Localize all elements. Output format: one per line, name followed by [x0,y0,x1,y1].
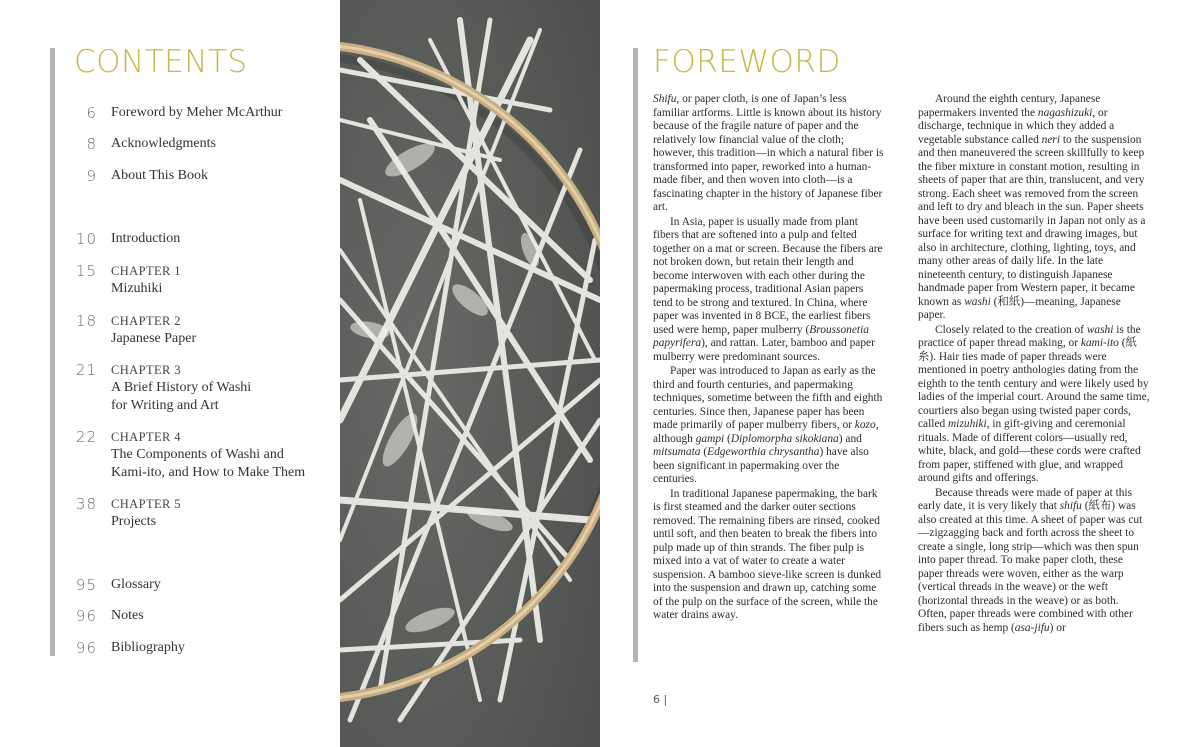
toc-label: Foreword by Meher McArthur [111,105,283,120]
foreword-paragraph: Because threads were made of paper at this early date, it is very likely that shifu (紙布) was also created at this time. A sheet of paper was cut—zigzagging back and forth across the sheet to create a single, long strip—which was then spun into paper thread. To make paper cloth, these paper threads were woven, either as the warp (vertical threads in the weave) or the weft (horizontal threads in the weave) or as both. Often, paper threads were combined with other fibers such as hemp (asa-jifu) or [918,486,1143,634]
toc-chapter-title: Projects [111,514,157,529]
toc-chapter-title: A Brief History of Washi [111,380,252,395]
toc-chapter-label: CHAPTER 3 [111,363,181,377]
toc-page-number: 18 [75,312,97,330]
toc-chapter [111,495,181,531]
toc-label: Notes [111,608,144,623]
toc-page-number: 10 [75,230,97,248]
toc-chapter [111,361,251,415]
foreword-paragraph: In traditional Japanese papermaking, the bark is first steamed and the darker outer sections removed. The remaining fibers are rinsed, cooked until soft, and then beaten to break the fibers into pulp made up of thin strands. The fiber pulp is mixed into a vat of water to create a water suspension. A bamboo sieve-like screen is dunked into the suspension and drawn up, catching some of the pulp on the surface of the screen, while the water drains away. [653,487,882,621]
toc-page-number: 95 [75,576,97,594]
foreword-page [600,0,1200,747]
toc-page-number: 96 [75,639,97,657]
toc-label: Acknowledgments [111,136,216,151]
toc-chapter-title: The Components of Washi and [111,447,284,462]
toc-label: Introduction [111,231,181,246]
foreword-vertical-rule [633,48,638,662]
foreword-title: FOREWORD [653,44,841,80]
toc-page-number: 15 [75,262,97,280]
photo-illustration [340,0,600,747]
foreword-paragraph: Paper was introduced to Japan as early as the third and fourth centuries, and papermaking techniques, sometime between the fifth and eighth centuries. Since then, Japanese paper has been made primarily of paper mulberry fibers, or kozo, although gampi (Diplomorpha sikokiana) and mitsumata (Edgeworthia chrysantha) have also been significant in papermaking over the centuries. [653,365,883,485]
foreword-column-1 [653,93,885,624]
toc-chapter-label: CHAPTER 2 [111,314,181,328]
toc-page-number: 22 [75,428,97,446]
toc-chapter-title: Kami-ito, and How to Make Them [111,465,306,480]
toc-chapter [111,262,181,298]
toc-chapter-label: CHAPTER 4 [111,430,181,444]
toc-chapter-label: CHAPTER 5 [111,497,181,511]
toc-chapter-title: for Writing and Art [111,398,219,413]
foreword-paragraph: Shifu, or paper cloth, is one of Japan’s less familiar artforms. Little is known about its history because of the fragile nature of paper and the relatively low financial value of the cloth; however, this tradition—in which a natural fiber is transformed into paper, reworked into a human-made fiber, and then woven into cloth—is a fascinating chapter in the history of Japanese fiber art. [653,93,884,213]
toc-label: About This Book [111,168,208,183]
toc-page-number: 9 [86,167,97,185]
toc-chapter [111,428,305,482]
toc-page-number: 21 [75,361,97,379]
page-folio: 6 | [653,693,668,706]
contents-vertical-rule [50,48,55,656]
foreword-paragraph: In Asia, paper is usually made from plant fibers that are softened into a pulp and felted together on a mat or screen. Because the fibers are not broken down, but retain their length and become interwoven with each other during the papermaking process, traditional Asian papers tend to be strong and textured. In China, where paper was invented in 8 BCE, the earliest fibers used were hemp, paper mulberry (Broussonetia papyrifera), and rattan. Later, bamboo and paper mulberry were predominant sources. [653,215,883,363]
toc-page-number: 8 [86,135,97,153]
foreword-paragraph: Around the eighth century, Japanese papermakers invented the nagashizuki, or discharge, technique in which they added a vegetable substance called neri to the suspension and then maneuvered the screen skillfully to keep the fiber mixture in constant motion, resulting in sheets of paper that are thin, translucent, and very strong. Each sheet was removed from the screen and left to dry and bleach in the sun. Paper sheets have been used customarily in Japan not only as a surface for writing text and drawing images, but also in architecture, clothing, lighting, toys, and many other areas of daily life. In the late nineteenth century, to distinguish Japanese handmade paper from Western paper, it became known as washi (和紙)—meaning, Japanese paper. [918,93,1146,321]
contents-page [0,0,340,747]
toc-chapter [111,312,196,348]
foreword-column-2 [918,93,1150,636]
toc-chapter-title: Japanese Paper [111,331,197,346]
toc-chapter-title: Mizuhiki [111,281,163,296]
contents-title: CONTENTS [74,44,248,80]
toc-label: Glossary [111,577,161,592]
toc-page-number: 6 [86,104,97,122]
toc-page-number: 38 [75,495,97,513]
toc-label: Bibliography [111,640,185,655]
toc-page-number: 96 [75,607,97,625]
foreword-paragraph: Closely related to the creation of washi is the practice of paper thread making, or kami-ito (紙糸). Hair ties made of paper threads were mentioned in poetry anthologies dating from the eighth to the tenth century and were likely used by ladies of the imperial court. Around the same time, courtiers also began using twisted paper cords, called mizuhiki, in gift-giving and ceremonial rituals. Made of different colors—usually red, white, black, and gold—these cords were crafted from paper, stiffened with glue, and wrapped around gifts and offerings. [918,323,1150,484]
paper-thread-hoop-photo [340,0,600,747]
toc-chapter-label: CHAPTER 1 [111,264,181,278]
